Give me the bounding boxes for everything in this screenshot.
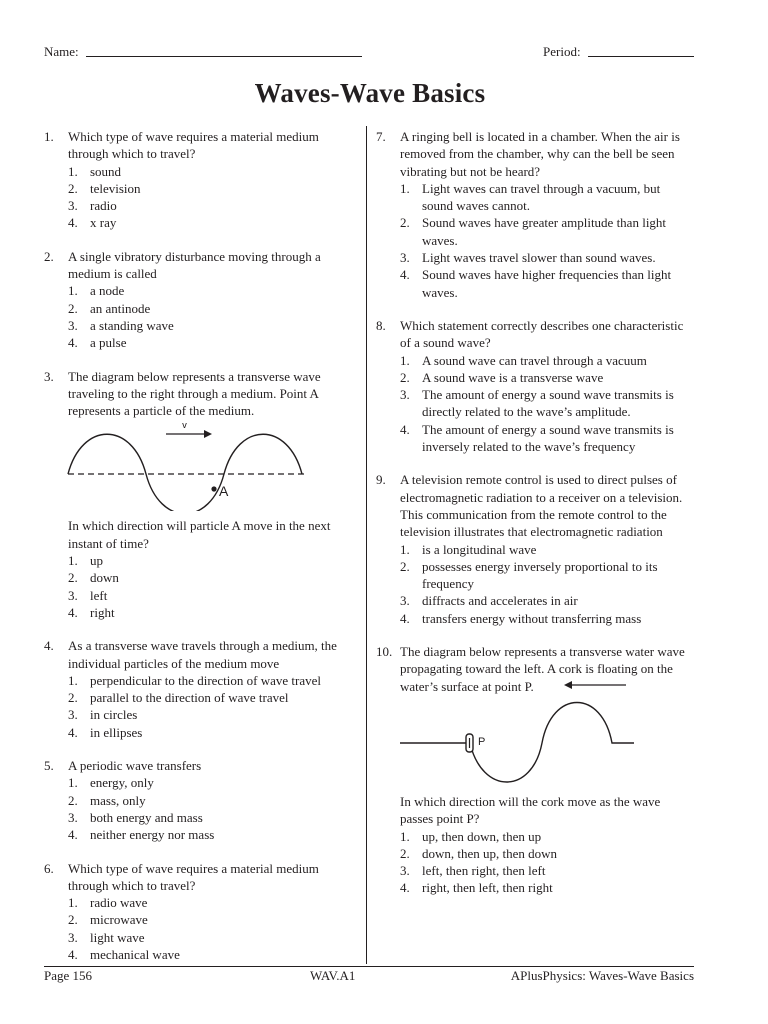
option[interactable]: 4. neither energy nor mass [68, 827, 215, 843]
option[interactable]: 2. parallel to the direction of wave travel [68, 690, 289, 706]
question-text: Which type of wave requires a material medium through which to travel? [68, 860, 319, 893]
question-number: 3. [44, 368, 54, 384]
option[interactable]: 1. a node [68, 283, 125, 299]
right-column [376, 128, 694, 913]
point-p-label: P [478, 735, 486, 748]
followup-text: In which direction will the cork move as the wave passes point P? [400, 793, 661, 827]
water-wave-curve [470, 702, 634, 782]
question-number: 8. [376, 317, 386, 333]
option[interactable]: 2. mass, only [68, 792, 146, 808]
question-3 [44, 368, 356, 622]
question-text: A television remote control is used to direct pulses of electromagnetic radiation to a receiver on a television. This communication from the remote control to the television illustrates that electromagnetic radiation [400, 472, 683, 540]
period-label: Period: [543, 44, 581, 59]
options-list [44, 774, 356, 843]
options-list [44, 552, 356, 621]
option[interactable]: 4. transfers energy without transferring mass [400, 610, 642, 626]
option[interactable]: 1. up [68, 553, 103, 569]
options-list [44, 163, 356, 232]
followup-text: In which direction will particle A move in the next instant of time? [68, 518, 331, 551]
question-number: 6. [44, 860, 54, 876]
option[interactable]: 1. energy, only [68, 775, 154, 791]
column-divider [366, 126, 367, 964]
left-column [44, 128, 356, 979]
option[interactable]: 4. The amount of energy a sound wave transmits is inversely related to the wave’s frequency [400, 421, 674, 455]
question-6 [44, 860, 356, 964]
arrow-head-icon [204, 430, 212, 438]
period-field[interactable] [588, 56, 694, 57]
question-4 [44, 637, 356, 741]
option[interactable]: 3. Light waves travel slower than sound waves. [400, 250, 656, 266]
footer-source: APlusPhysics: Waves-Wave Basics [510, 968, 694, 983]
footer-rule [44, 966, 694, 967]
option[interactable]: 4. a pulse [68, 335, 127, 351]
page-title: Waves-Wave Basics [254, 78, 486, 108]
question-text: The diagram below represents a transverse water wave propagating toward the left. A cork is floating on the water’s surface at point P. [400, 644, 685, 694]
options-list [44, 282, 356, 351]
option[interactable]: 3. left, then right, then left [400, 863, 546, 879]
option[interactable]: 3. radio [68, 198, 117, 214]
question-5 [44, 757, 356, 843]
option[interactable]: 2. microwave [68, 912, 148, 928]
option[interactable]: 2. Sound waves have greater amplitude than light waves. [400, 215, 667, 248]
question-text: A ringing bell is located in a chamber. When the air is removed from the chamber, why can the bell be seen vibrating but not be heard? [400, 129, 680, 179]
question-number: 7. [376, 129, 386, 144]
question-2 [44, 248, 356, 352]
option[interactable]: 3. diffracts and accelerates in air [400, 593, 578, 609]
question-1 [44, 128, 356, 232]
question-text: The diagram below represents a transverse wave traveling to the right through a medium. Point A represents a particle of the medium. [68, 368, 321, 419]
footer-page-number: Page 156 [44, 968, 93, 983]
option[interactable]: 4. in ellipses [68, 724, 143, 740]
question-number: 4. [44, 638, 54, 654]
option[interactable]: 1. is a longitudinal wave [400, 541, 537, 557]
question-7 [376, 128, 694, 301]
point-a-label: A [219, 483, 229, 500]
option[interactable]: 1. perpendicular to the direction of wave travel [68, 672, 322, 688]
transverse-wave-diagram [44, 423, 304, 511]
option[interactable]: 2. possesses energy inversely proportional to its frequency [400, 558, 658, 592]
question-9 [376, 471, 694, 627]
option[interactable]: 3. a standing wave [68, 317, 174, 333]
question-number: 9. [376, 472, 386, 488]
option[interactable]: 4. x ray [68, 215, 117, 231]
question-8 [376, 317, 694, 455]
option[interactable]: 3. light wave [68, 929, 145, 945]
option[interactable]: 2. an antinode [68, 300, 151, 316]
velocity-label: v [182, 423, 187, 432]
question-text: Which statement correctly describes one characteristic of a sound wave? [400, 317, 684, 351]
question-number: 5. [44, 758, 54, 774]
water-wave-diagram [376, 679, 676, 787]
option[interactable]: 4. right [68, 604, 115, 620]
option[interactable]: 2. television [68, 180, 141, 196]
question-number: 2. [44, 248, 54, 264]
options-list [376, 352, 694, 456]
option[interactable]: 2. down, then up, then down [400, 845, 558, 861]
options-list [376, 828, 694, 897]
option[interactable]: 1. Light waves can travel through a vacuum, but sound waves cannot. [400, 180, 661, 214]
option[interactable]: 1. sound [68, 163, 122, 179]
option[interactable]: 3. The amount of energy a sound wave transmits is directly related to the wave’s amplitude. [400, 387, 674, 420]
options-list [376, 541, 694, 627]
option[interactable]: 3. both energy and mass [68, 809, 203, 825]
wave-curve [68, 435, 302, 512]
option[interactable]: 4. mechanical wave [68, 946, 180, 962]
option[interactable]: 1. A sound wave can travel through a vacuum [400, 352, 647, 368]
option[interactable]: 3. left [68, 587, 108, 603]
point-a-marker [211, 487, 216, 492]
question-text: Which type of wave requires a material medium through which to travel? [68, 129, 319, 162]
option[interactable]: 1. radio wave [68, 895, 148, 911]
question-text: A periodic wave transfers [68, 758, 202, 774]
question-number: 1. [44, 129, 54, 144]
name-label: Name: [44, 44, 79, 59]
footer-code: WAV.A1 [310, 968, 356, 983]
options-list [376, 180, 694, 301]
option[interactable]: 4. right, then left, then right [400, 880, 553, 896]
question-10 [376, 643, 694, 897]
option[interactable]: 2. A sound wave is a transverse wave [400, 369, 604, 385]
option[interactable]: 2. down [68, 570, 119, 586]
question-number: 10. [376, 644, 393, 660]
option[interactable]: 4. Sound waves have higher frequencies than light waves. [400, 267, 672, 300]
options-list [44, 672, 356, 741]
option[interactable]: 1. up, then down, then up [400, 828, 542, 844]
option[interactable]: 3. in circles [68, 707, 138, 723]
options-list [44, 894, 356, 963]
question-text: A single vibratory disturbance moving through a medium is called [68, 248, 321, 282]
question-text: As a transverse wave travels through a medium, the individual particles of the medium move [68, 638, 337, 671]
name-field[interactable] [86, 56, 362, 57]
